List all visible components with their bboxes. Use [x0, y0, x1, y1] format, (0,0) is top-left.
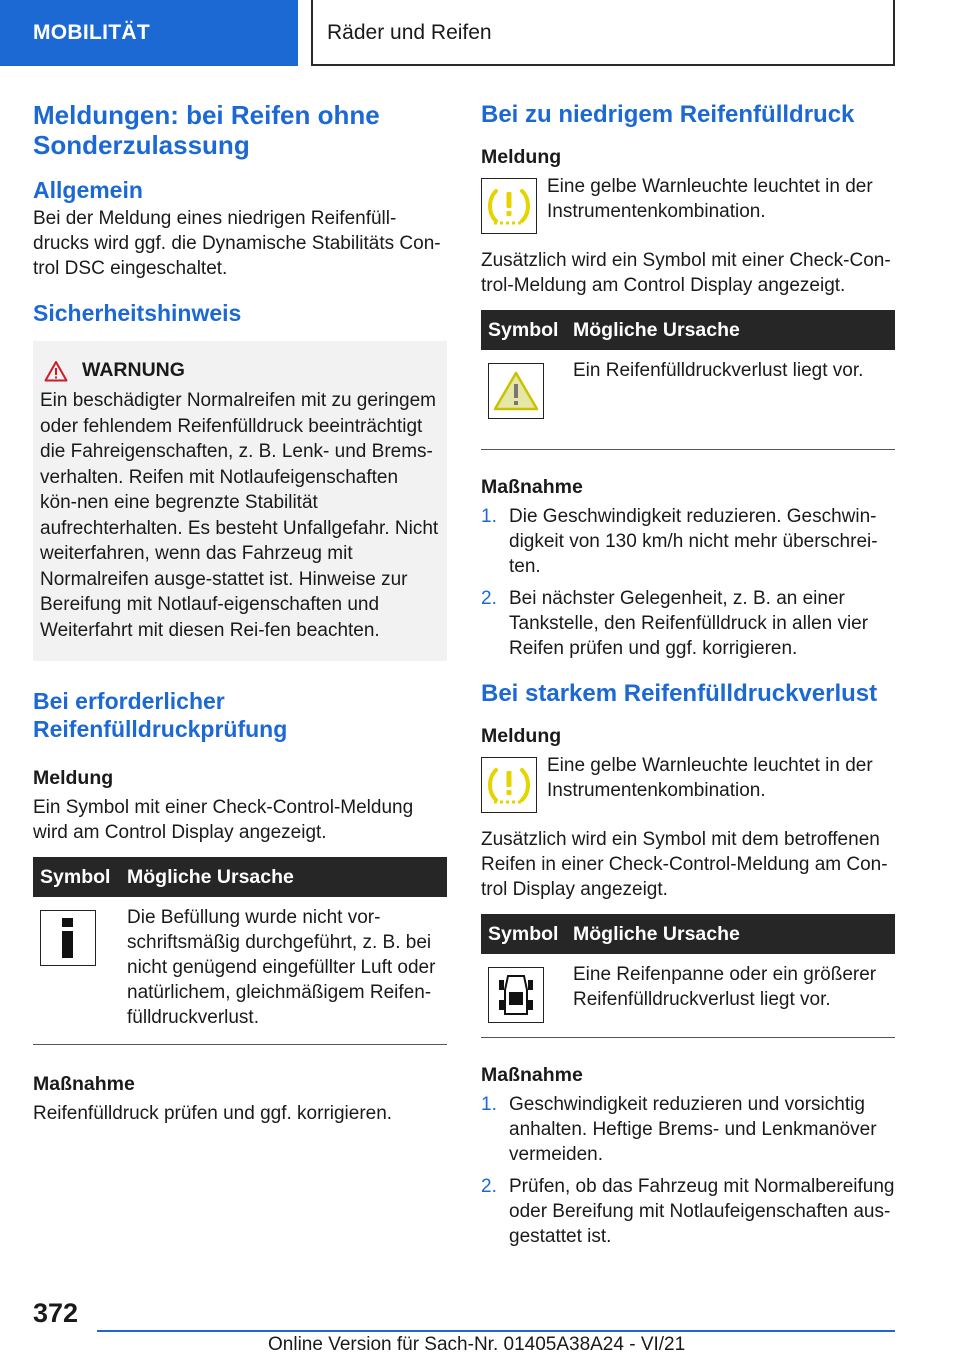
page-title: Meldungen: bei Reifen ohne Sonderzulassung — [33, 100, 380, 160]
severe-extra-text: Zusätzlich wird ein Symbol mit dem betroffenen Reifen in einer Check-Control-Meldung am Con-trol Display angezeigt. — [481, 829, 888, 900]
info-icon — [40, 910, 96, 966]
table-row — [33, 897, 447, 1044]
low-lamp-text: Eine gelbe Warnleuchte leuchtet in der Instrumentenkombination. — [547, 176, 873, 222]
general-text: Bei der Meldung eines niedrigen Reifenfüll-drucks wird ggf. die Dynamische Stabilitäts Con-trol DSC eingeschaltet. — [33, 208, 441, 279]
list-item: 1. Geschwindigkeit reduzieren und vorsichtig anhalten. Heftige Brems- und Lenkmanöver vermeiden. — [481, 1094, 877, 1165]
cause-text: Die Befüllung wurde nicht vor-schriftsmäßig durchgeführt, z. B. bei nicht genügend eingefüllter Luft oder natürlichem, gleichmäßigem Reifen-fülldruckverlust. — [127, 907, 436, 1028]
table-header — [33, 857, 447, 897]
low-msg-label: Meldung — [481, 146, 562, 168]
low-steps-list — [481, 504, 895, 661]
col-cause: Mögliche Ursache — [127, 865, 294, 888]
warning-text: Ein beschädigter Normalreifen mit zu geringem oder fehlendem Reifenfülldruck beeinträchtigt die Fahreigenschaften, z. B. Lenk- und Brems-verhalten. Reifen mit Notlaufeigenschaften kön-nen eine begrenzte Stabilität aufrechterhalten. Es besteht Unfallgefahr. Nicht weiterfahren, wenn das Fahrzeug mit Normalreifen ausge-stattet ist. Hinweise zur Bereifung mit Notlauf-eigenschaften und Weiterfahrt mit diesen Rei-fen beachten. — [40, 390, 439, 641]
col-symbol: Symbol — [488, 318, 559, 341]
warning-box — [33, 341, 447, 661]
online-version-link[interactable]: Online Version für Sach-Nr. 01405A38A24 - VI/21 — [268, 1334, 686, 1355]
low-action-label: Maßnahme — [481, 476, 583, 498]
section-tab[interactable]: MOBILITÄT — [0, 0, 298, 66]
warning-triangle-icon — [488, 363, 544, 419]
list-item: 1. Die Geschwindigkeit reduzieren. Geschwin-digkeit von 130 km/h nicht mehr überschrei-ten. — [481, 506, 878, 577]
severe-action-label: Maßnahme — [481, 1064, 583, 1086]
low-extra-text: Zusätzlich wird ein Symbol mit einer Check-Con-trol-Meldung am Control Display angezeigt. — [481, 250, 891, 296]
tire-pressure-warning-icon — [481, 757, 537, 813]
warning-label: WARNUNG — [82, 359, 185, 381]
cause-text: Ein Reifenfülldruckverlust liegt vor. — [573, 360, 864, 381]
severe-lamp-text: Eine gelbe Warnleuchte leuchtet in der Instrumentenkombination. — [547, 755, 873, 801]
warning-header — [40, 359, 440, 382]
severe-msg-label: Meldung — [481, 725, 562, 747]
check-msg-text: Ein Symbol mit einer Check-Control-Meldung wird am Control Display angezeigt. — [33, 797, 414, 843]
page-header — [0, 0, 960, 66]
cause-text: Eine Reifenpanne oder ein größerer Reifenfülldruckverlust liegt vor. — [573, 964, 877, 1010]
low-pressure-heading: Bei zu niedrigem Reifenfülldruck — [481, 101, 855, 128]
list-item: 2. Bei nächster Gelegenheit, z. B. an einer Tankstelle, den Reifenfülldruck in allen vier Reifen prüfen und ggf. korrigieren. — [481, 588, 869, 659]
right-column — [481, 100, 895, 1256]
warning-icon — [44, 360, 68, 382]
general-heading: Allgemein — [33, 177, 143, 203]
check-heading: Bei erforderlicher Reifenfülldruckprüfung — [33, 688, 288, 742]
severe-loss-heading: Bei starkem Reifenfülldruckverlust — [481, 680, 878, 707]
col-cause: Mögliche Ursache — [573, 922, 740, 945]
col-cause: Mögliche Ursache — [573, 318, 740, 341]
col-symbol: Symbol — [40, 865, 111, 888]
low-lamp-message — [481, 174, 895, 234]
list-item: 2. Prüfen, ob das Fahrzeug mit Normalbereifung oder Bereifung mit Notlaufeigenschaften aus-gestattet ist. — [481, 1176, 895, 1247]
tire-pressure-warning-icon — [481, 178, 537, 234]
car-tires-icon — [488, 967, 544, 1023]
check-symbol-table — [33, 857, 447, 1045]
severe-lamp-message — [481, 753, 895, 813]
col-symbol: Symbol — [488, 922, 559, 945]
safety-heading: Sicherheitshinweis — [33, 300, 242, 326]
table-header — [481, 914, 895, 954]
table-row — [481, 954, 895, 1037]
check-action-label: Maßnahme — [33, 1073, 135, 1095]
page-number: 372 — [33, 1298, 79, 1328]
table-header — [481, 310, 895, 350]
low-symbol-table — [481, 310, 895, 450]
check-msg-label: Meldung — [33, 767, 114, 789]
footer-divider — [97, 1330, 895, 1332]
severe-steps-list — [481, 1092, 895, 1249]
table-row — [481, 350, 895, 449]
left-column — [33, 100, 447, 1126]
chapter-tab[interactable]: Räder und Reifen — [311, 0, 895, 66]
check-action-text: Reifenfülldruck prüfen und ggf. korrigieren. — [33, 1103, 393, 1124]
severe-symbol-table — [481, 914, 895, 1038]
